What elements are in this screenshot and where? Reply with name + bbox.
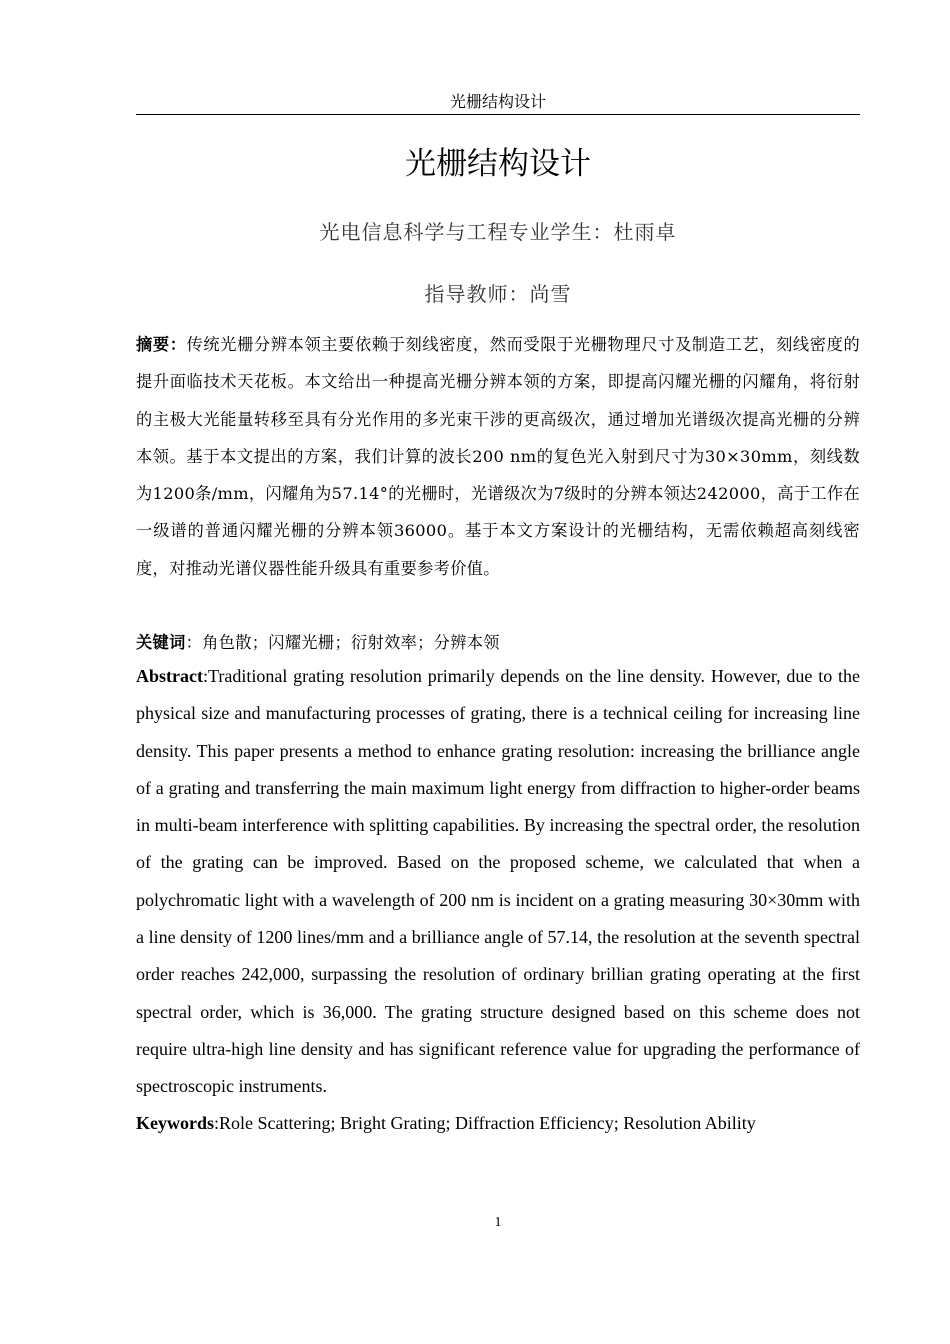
chinese-abstract — [136, 326, 860, 587]
english-keywords-text: :Role Scattering; Bright Grating; Diffraction Efficiency; Resolution Ability — [214, 1113, 756, 1133]
header-rule — [136, 114, 860, 115]
advisor-line: 指导教师：尚雪 — [424, 282, 572, 306]
english-abstract-label: Abstract — [136, 666, 203, 686]
chinese-abstract-label: 摘要： — [136, 335, 187, 354]
english-abstract-text: :Traditional grating resolution primarily depends on the line density. However, due to the physical size and manufacturing processes of grating, there is a technical ceiling for increasing line density. This paper presents a method to enhance grating resolution: increasing the brilliance angle of a grating and transferring the main maximum light energy from diffraction to higher-order beams in multi-beam interference with splitting capabilities. By increasing the spectral order, the resolution of the grating can be improved. Based on the proposed scheme, we calculated that when a polychromatic light with a wavelength of 200 nm is incident on a grating measuring 30×30mm with a line density of 1200 lines/mm and a brilliance angle of 57.14, the resolution at the seventh spectral order reaches 242,000, surpassing the resolution of ordinary brillian grating operating at the first spectral order, which is 36,000. The grating structure designed based on this scheme does not require ultra-high line density and has significant reference value for upgrading the performance of spectroscopic instruments. — [136, 666, 860, 1097]
english-keywords-label: Keywords — [136, 1113, 214, 1133]
chinese-keywords-text: ：角色散；闪耀光栅；衍射效率；分辨本领 — [185, 633, 500, 652]
running-header: 光栅结构设计 — [449, 92, 546, 111]
chinese-abstract-text: 传统光栅分辨本领主要依赖于刻线密度，然而受限于光栅物理尺寸及制造工艺，刻线密度的提升面临技术天花板。本文给出一种提高光栅分辨本领的方案，即提高闪耀光栅的闪耀角，将衍射的主极大光能量转移至具有分光作用的多光束干涉的更高级次，通过增加光谱级次提高光栅的分辨本领。基于本文提出的方案，我们计算的波长200 nm的复色光入射到尺寸为30×30mm，刻线数为1200条/mm，闪耀角为57.14°的光栅时，光谱级次为7级时的分辨本领达242000，高于工作在一级谱的普通闪耀光栅的分辨本领36000。基于本文方案设计的光栅结构，无需依赖超高刻线密度，对推动光谱仪器性能升级具有重要参考价值。 — [136, 335, 860, 578]
page-number: 1 — [494, 1215, 502, 1230]
paper-title: 光栅结构设计 — [405, 146, 591, 182]
english-abstract — [136, 658, 860, 1106]
author-line: 光电信息科学与工程专业学生：杜雨卓 — [319, 220, 677, 244]
chinese-keywords — [136, 624, 860, 661]
english-keywords — [136, 1105, 860, 1142]
chinese-keywords-label: 关键词 — [136, 633, 186, 652]
